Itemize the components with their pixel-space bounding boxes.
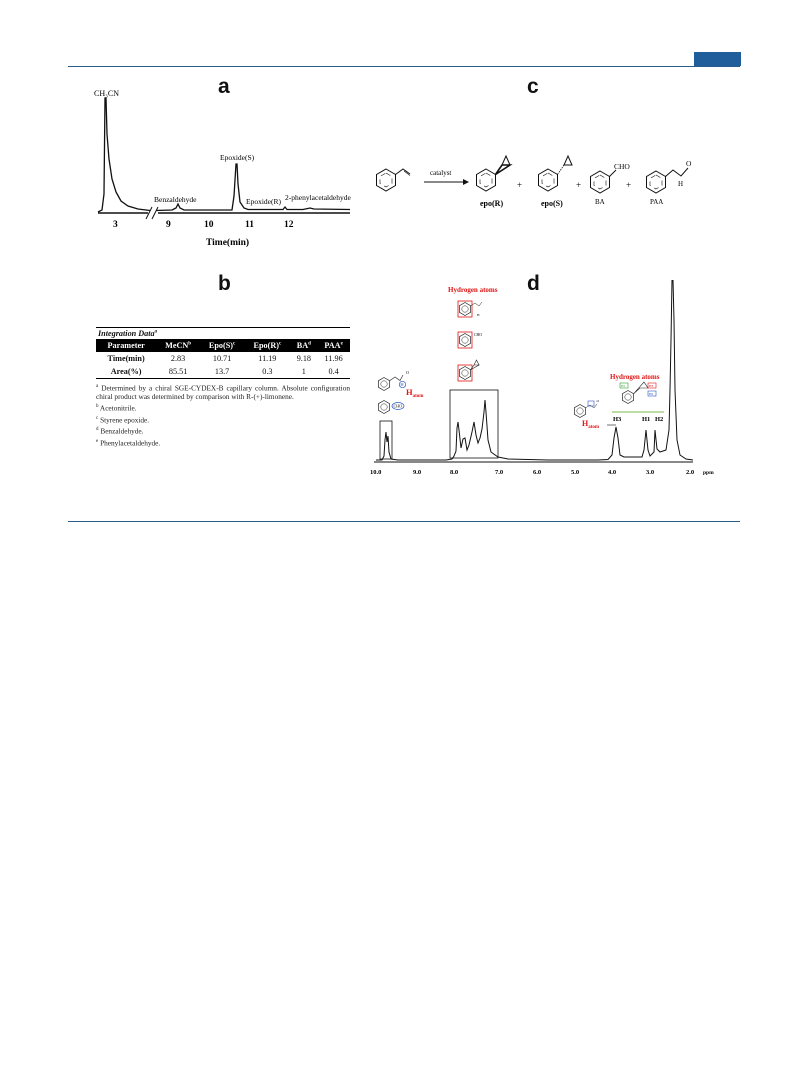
table-row [96, 352, 350, 365]
hydrogen-label: H [678, 180, 684, 188]
header-rule [68, 66, 740, 67]
panel-label-d: d [527, 272, 540, 295]
hydrogen-label: H [400, 382, 404, 387]
ppm-tick: 2.0 [686, 469, 695, 476]
hydrogen-atoms-label-right: Hydrogen atoms [610, 373, 660, 381]
h-label-h1: H1 [642, 416, 651, 423]
hydrogen-atoms-label: Hydrogen atoms [448, 286, 498, 294]
hydrogen-label: H [477, 313, 480, 317]
ppm-tick: 7.0 [495, 469, 504, 476]
table-cell: 10.71 [212, 354, 232, 363]
oxygen-label: O [596, 399, 600, 403]
tick-label: 10 [204, 220, 214, 230]
tick-label: 3 [113, 220, 118, 230]
panel-label-a: a [218, 75, 230, 98]
table-cell: 1 [290, 365, 317, 379]
product-label-paa: PAA [650, 198, 664, 206]
chromatogram-trace [98, 98, 150, 212]
plus-sign: + [517, 180, 523, 190]
ring-h-label: H3 [649, 384, 654, 388]
nmr-trace [376, 280, 693, 460]
oxygen-label: O [686, 159, 692, 168]
paa-ch2-structure [574, 399, 599, 418]
footnote: $^b$ Acetonitrile. [96, 403, 137, 413]
table-cell: 11.19 [258, 354, 277, 363]
ppm-unit: ppm [703, 470, 714, 476]
ppm-tick: 9.0 [413, 469, 422, 476]
ba-h-structure [378, 401, 404, 414]
reaction-scheme [368, 140, 708, 215]
header-tab [694, 52, 741, 66]
table-header-cell: MeCN$^b$ [156, 339, 200, 352]
table-cell: 0.4 [317, 365, 350, 379]
product-label-epo-r: epo(R) [480, 199, 504, 208]
peak-label-benzaldehyde: Benzaldehyde [154, 195, 197, 204]
ppm-tick: 5.0 [571, 469, 580, 476]
nmr-spectrum [368, 280, 718, 495]
paa-h-structure [378, 370, 409, 391]
aldehyde-region-box [380, 421, 392, 459]
ppm-tick: 8.0 [450, 469, 459, 476]
cho-label: CHO [614, 162, 630, 171]
product-label-ba: BA [595, 198, 605, 206]
styrene-structure [377, 169, 411, 191]
footnote: $^d$ Benzaldehyde. [96, 426, 144, 436]
h-atom-label-left: $H_{atom}$ [406, 387, 424, 399]
integration-data-table [96, 339, 350, 379]
plus-sign: + [626, 180, 632, 190]
footnote: $^a$ Determined by a chiral SGE-CYDEX-B capillary column. Absolute configuration chiral product was determined by comparison with R-(+)-limonene. [96, 383, 350, 402]
oxygen-label: O [406, 370, 409, 375]
h-label-h3: H3 [613, 416, 622, 423]
arrow-label: catalyst [430, 169, 452, 177]
peak-label-epoxide-s: Epoxide(S) [220, 153, 255, 162]
peak-label-epoxide-r: Epoxide(R) [246, 197, 281, 206]
table-header-cell: Parameter [96, 339, 156, 352]
h-atom-label-right: $H_{atom}$ [582, 419, 600, 430]
table-header-cell: $Epo(R)^c$ [244, 339, 290, 352]
tick-label: 9 [166, 220, 171, 230]
benzaldehyde-structure [591, 162, 631, 206]
table-header-cell: $Epo(S)^c$ [200, 339, 244, 352]
epoxide-r-structure [477, 156, 511, 208]
ppm-tick: 3.0 [646, 469, 655, 476]
table-row-label: Time(min) [107, 354, 145, 363]
chromatogram [88, 84, 358, 254]
table-row [96, 365, 350, 379]
ppm-tick: 10.0 [370, 469, 382, 476]
footnote: $^c$ Styrene epoxide. [96, 415, 150, 425]
x-axis-label: Time(min) [206, 238, 250, 248]
table-title: Integration Data$^a$ [96, 327, 350, 339]
ppm-tick: 4.0 [608, 469, 617, 476]
epoxide-structure-small [458, 360, 479, 381]
integration-table [96, 327, 350, 448]
footnote: $^e$ Phenylacetaldehyde. [96, 438, 161, 448]
peak-label-solvent: CH₃CN [94, 89, 120, 98]
phenylacetaldehyde-structure [647, 159, 693, 206]
table-header-cell: PAA$^e$ [317, 339, 350, 352]
ppm-tick: 6.0 [533, 469, 542, 476]
plus-sign: + [576, 180, 582, 190]
table-cell: 13.7 [200, 365, 244, 379]
epoxide-s-structure [539, 156, 573, 208]
tick-label: 12 [284, 220, 294, 230]
ring-h-label: H2 [649, 392, 654, 396]
ba-structure-small [458, 332, 482, 348]
table-footnotes [96, 382, 350, 447]
cho-label: CHO [393, 403, 402, 409]
h-label-h2: H2 [655, 416, 664, 423]
table-cell: 11.96 [324, 354, 343, 363]
paa-structure-small [458, 301, 482, 317]
table-cell: 0.3 [244, 365, 290, 379]
panel-label-c: c [527, 75, 539, 98]
table-cell: 9.18 [296, 354, 312, 363]
tick-label: 11 [245, 220, 254, 230]
footer-rule [68, 521, 740, 522]
product-label-epo-s: epo(S) [541, 199, 563, 208]
table-row-label: Area(%) [96, 365, 156, 379]
cho-label: CHO [474, 333, 483, 337]
epoxide-ring-h-structure [620, 382, 656, 404]
table-cell: 85.51 [156, 365, 200, 379]
ring-h-label: H1 [621, 384, 626, 388]
panel-label-b: b [218, 272, 231, 295]
table-cell: 2.83 [170, 354, 186, 363]
table-header-cell: $BA^d$ [290, 339, 317, 352]
peak-label-phenylacetaldehyde: 2-phenylacetaldehyde [285, 193, 351, 202]
